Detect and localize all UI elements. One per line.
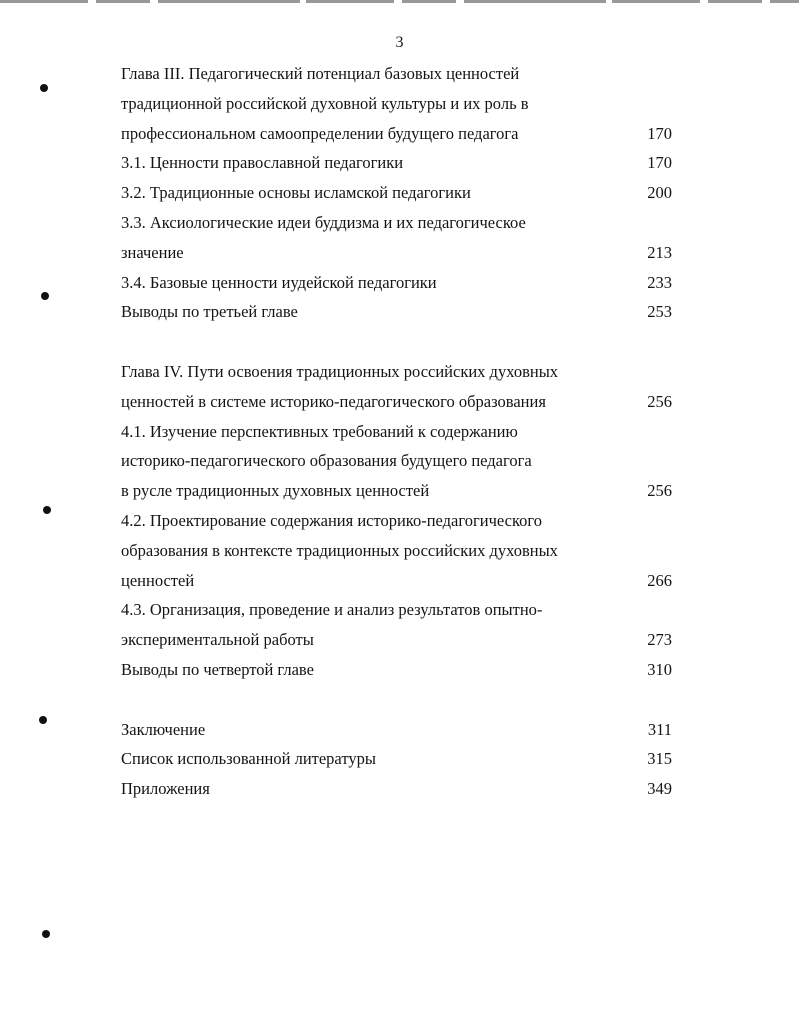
spacer [121,327,674,357]
section-4-2-line-1 [121,506,674,536]
toc-text: образования в контексте традиционных российских духовных [121,540,558,560]
binding-hole-mark [40,84,48,92]
toc-text: Выводы по четвертой главе [121,659,314,679]
toc-text: Выводы по третьей главе [121,302,298,322]
chapter-3-title-line-1 [121,59,674,89]
toc-text: ценностей [121,570,195,590]
toc-text: 3.2. Традиционные основы исламской педагогики [121,183,471,203]
toc-text: Глава IV. Пути освоения традиционных российских духовных [121,361,559,381]
chapter-3-title-line-2 [121,89,674,119]
section-3-3-line-2 [121,238,674,268]
spacer [121,685,674,715]
chapter-4-title-line-2 [121,387,674,417]
toc-text: 4.1. Изучение перспективных требований к содержанию [121,421,518,441]
toc-conclusion [121,715,674,745]
section-3-4 [121,268,674,298]
section-4-3-line-1 [121,595,674,625]
toc-page-number: 310 [647,659,672,679]
toc-page-number: 253 [647,302,672,322]
section-4-1-line-2 [121,446,674,476]
section-3-2 [121,178,674,208]
chapter-3-conclusion [121,297,674,327]
toc-page-number: 170 [647,123,672,143]
section-3-3-line-1 [121,208,674,238]
toc-page-number: 266 [647,570,672,590]
toc-text: историко-педагогического образования будущего педагога [121,451,532,471]
chapter-4-conclusion [121,655,674,685]
toc-text: 3.1. Ценности православной педагогики [121,153,404,173]
toc-text: традиционной российской духовной культуры и их роль в [121,93,529,113]
toc-page-number: 349 [647,779,672,799]
section-4-1-line-3 [121,476,674,506]
toc-text: 3.3. Аксиологические идеи буддизма и их педагогическое [121,212,526,232]
toc-page-number: 315 [647,749,672,769]
page-number: 3 [395,34,404,51]
toc-bibliography [121,744,674,774]
toc-page-number: 213 [647,242,672,262]
toc-text: ценностей в системе историко-педагогического образования [121,391,546,411]
toc-page-number: 273 [647,630,672,650]
toc-page-number: 200 [647,183,672,203]
toc-text: Глава III. Педагогический потенциал базовых ценностей [121,64,520,83]
binding-hole-mark [42,930,50,938]
chapter-4-title-line-1 [121,357,674,387]
section-4-2-line-2 [121,536,674,566]
section-4-2-line-3 [121,566,674,596]
binding-hole-mark [41,292,49,300]
toc-page-number: 256 [647,391,672,411]
toc-page-number: 311 [647,719,672,739]
toc-text: экспериментальной работы [121,630,314,650]
scan-top-rule [0,0,799,3]
toc-text: значение [121,242,184,262]
toc-text: профессиональном самоопределении будущего педагога [121,123,519,143]
toc-text: в русле традиционных духовных ценностей [121,481,430,501]
toc-page-number: 170 [647,153,672,173]
toc-page-number: 256 [647,481,672,501]
toc-text: 4.3. Организация, проведение и анализ результатов опытно- [121,600,543,620]
toc-text: 4.2. Проектирование содержания историко-педагогического [121,510,542,530]
binding-hole-mark [43,506,51,514]
section-4-1-line-1 [121,417,674,447]
toc-text: 3.4. Базовые ценности иудейской педагогики [121,272,437,292]
toc-appendices [121,774,674,804]
binding-hole-mark [39,716,47,724]
section-3-1 [121,148,674,178]
section-4-3-line-2 [121,625,674,655]
chapter-3-title-line-3 [121,119,674,149]
toc-text: Список использованной литературы [121,749,376,769]
toc-page-number: 233 [647,272,672,292]
table-of-contents [121,59,674,804]
toc-text: Приложения [121,779,210,799]
toc-text: Заключение [121,719,206,739]
